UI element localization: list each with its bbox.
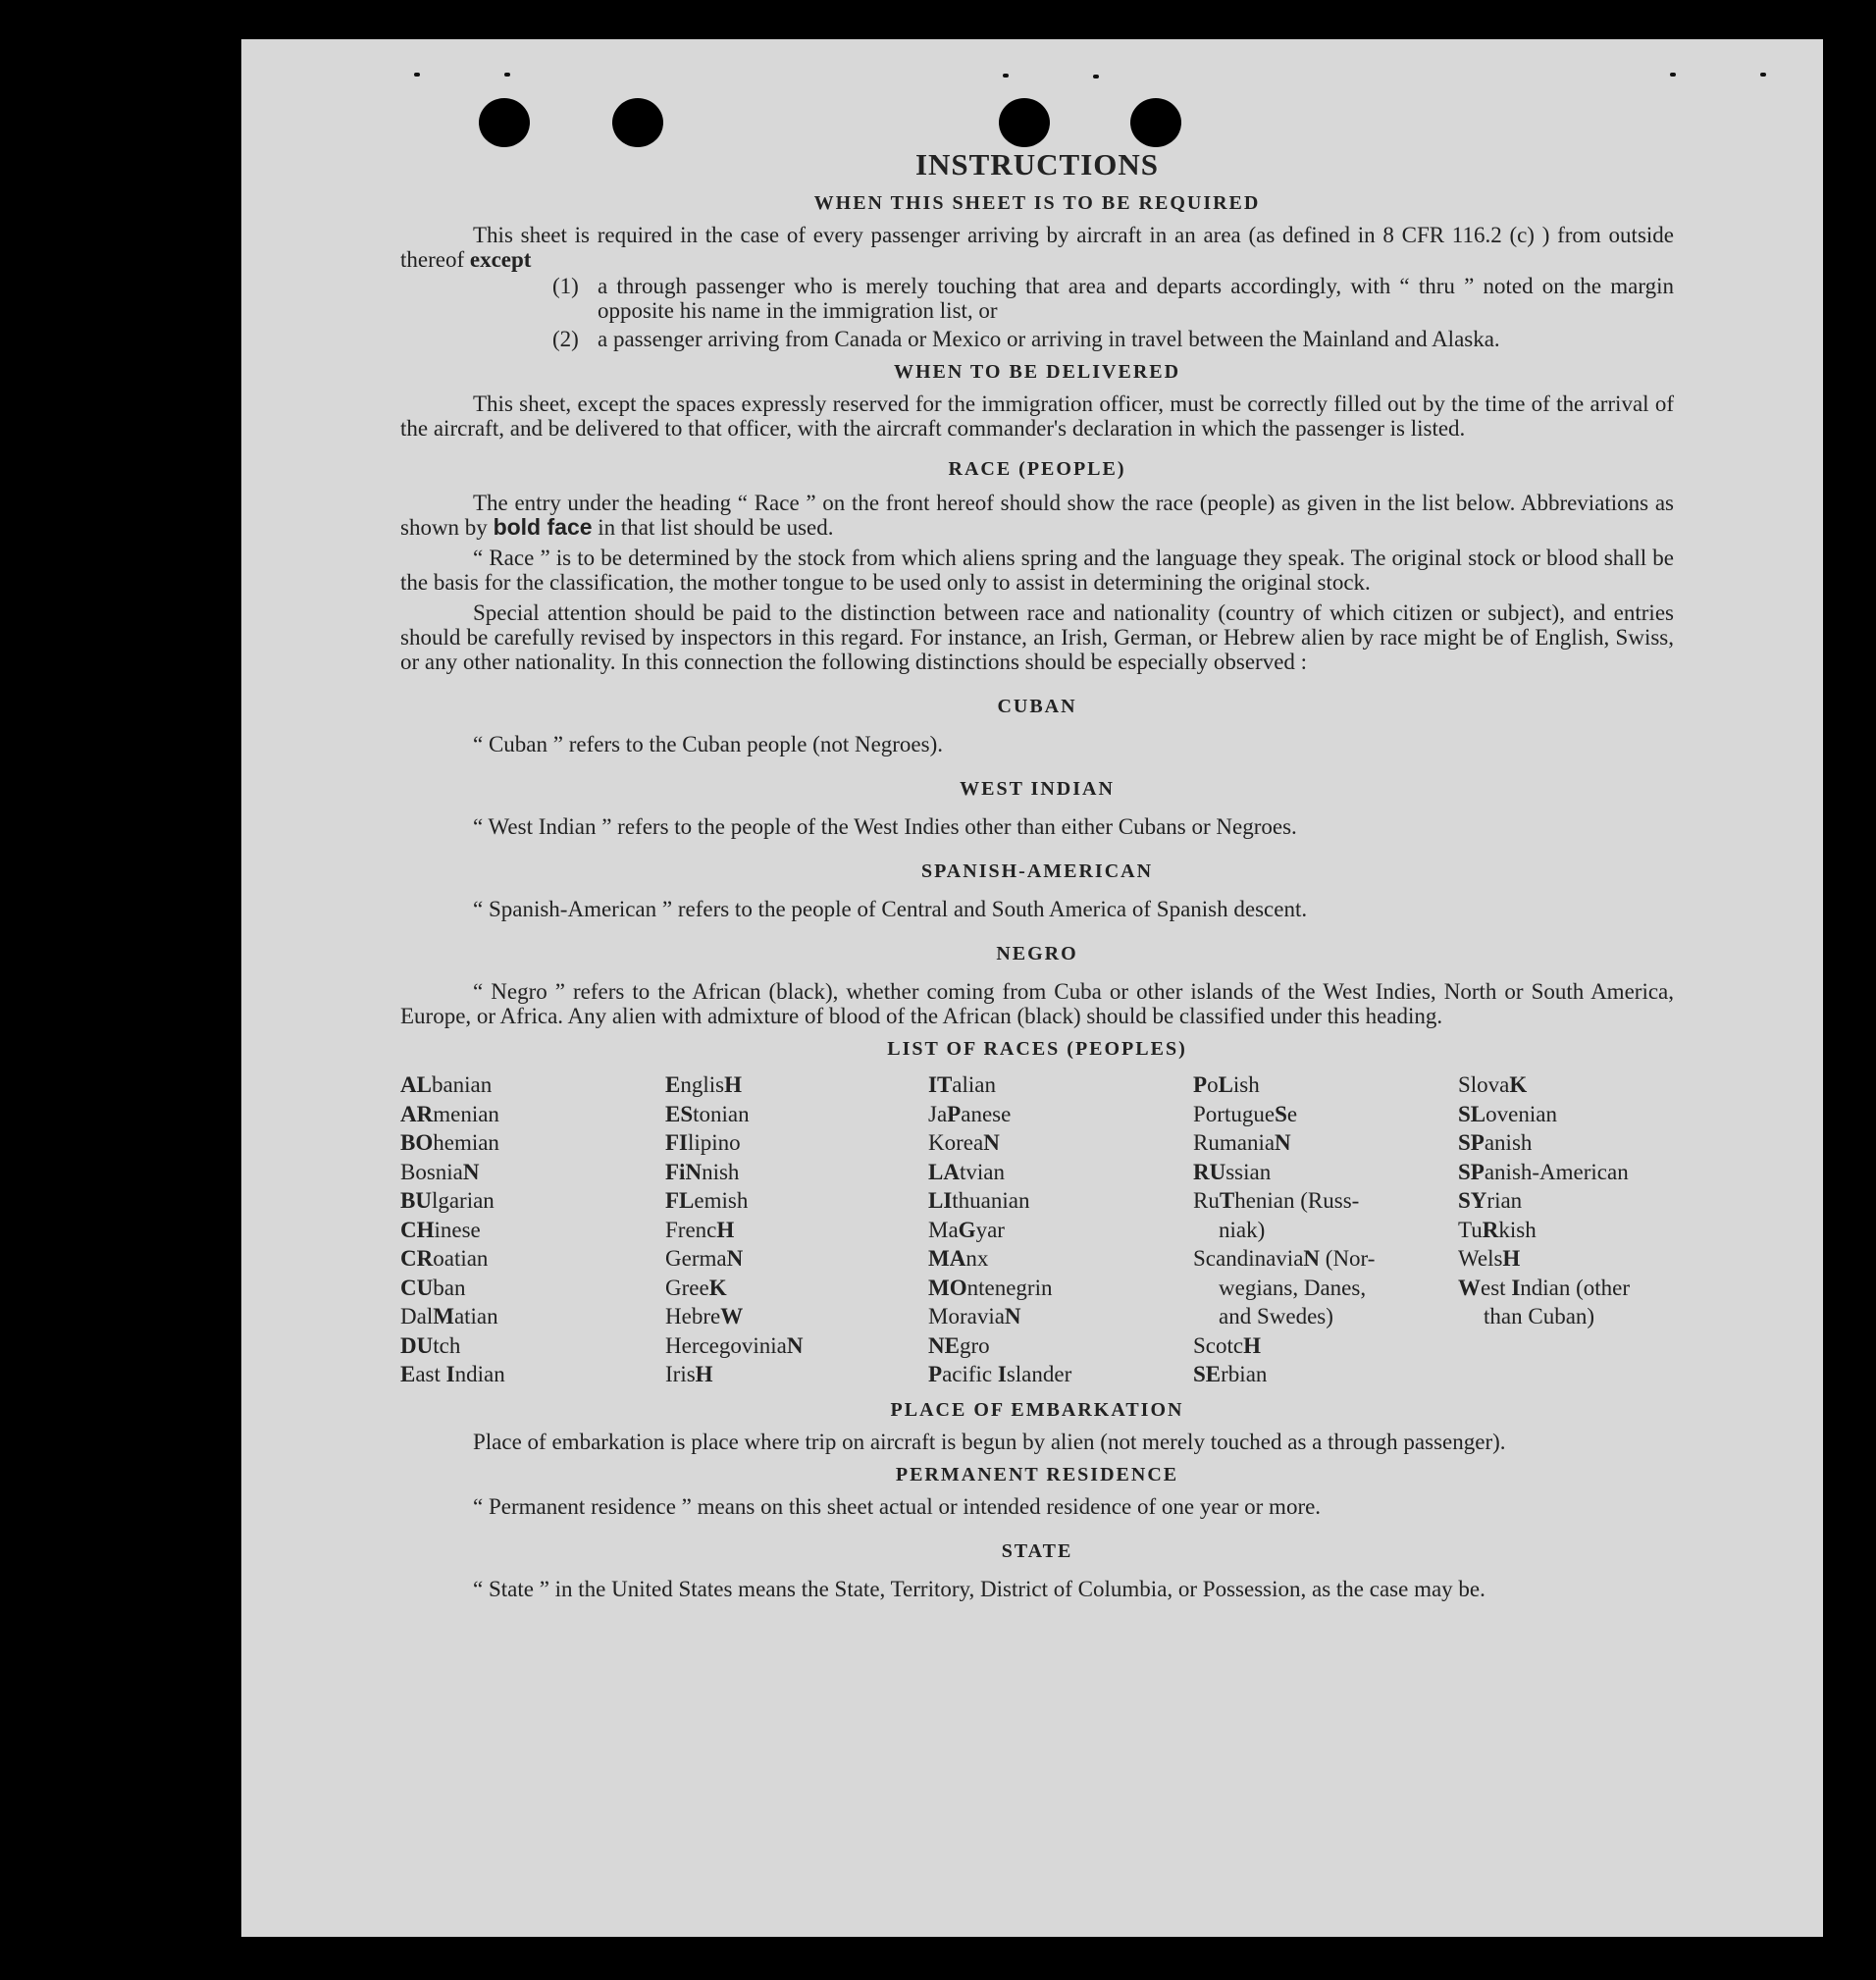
race-entry: East Indian bbox=[400, 1362, 505, 1386]
race-entry: CHinese bbox=[400, 1217, 481, 1242]
race-entry: and Swedes) bbox=[1219, 1304, 1333, 1329]
race-entry: PortugueSe bbox=[1193, 1101, 1298, 1126]
race-entry: ScotcH bbox=[1193, 1332, 1261, 1358]
race-entry: CUban bbox=[400, 1275, 466, 1300]
race-entry: FiNnish bbox=[665, 1159, 740, 1184]
section-heading: RACE (PEOPLE) bbox=[948, 458, 1126, 480]
paragraph: “ Spanish-American ” refers to the people of Central and South America of Spanish descent. bbox=[473, 897, 1308, 921]
speck bbox=[1093, 75, 1099, 78]
paragraph: This sheet is required in the case of every passenger arriving by aircraft in an area (as defined in 8 CFR 116.2 (c) ) from outside thereof except bbox=[400, 223, 1674, 272]
race-entry: BOhemian bbox=[400, 1130, 499, 1155]
speck bbox=[504, 73, 510, 77]
speck bbox=[1003, 74, 1009, 78]
race-entry: SYrian bbox=[1458, 1188, 1523, 1213]
paragraph: Place of embarkation is place where trip on aircraft is begun by alien (not merely touched as a through passenger). bbox=[473, 1429, 1506, 1454]
speck bbox=[1760, 73, 1766, 77]
race-entry: SlovaK bbox=[1458, 1072, 1528, 1097]
section-heading: PERMANENT RESIDENCE bbox=[895, 1463, 1179, 1485]
punch-hole bbox=[1130, 98, 1181, 147]
race-column bbox=[1458, 1070, 1674, 1389]
race-entry: SErbian bbox=[1193, 1362, 1268, 1386]
race-entry: wegians, Danes, bbox=[1219, 1275, 1367, 1300]
list-item: (2) a passenger arriving from Canada or Mexico or arriving in travel between the Mainland and Alaska. bbox=[552, 327, 1500, 351]
race-entry: niak) bbox=[1219, 1217, 1266, 1242]
race-entry: WelsH bbox=[1458, 1246, 1521, 1271]
race-entry: DalMatian bbox=[400, 1304, 498, 1329]
race-entry: HebreW bbox=[665, 1304, 744, 1329]
race-entry: ARmenian bbox=[400, 1101, 499, 1126]
race-entry: NEgro bbox=[928, 1332, 990, 1358]
paragraph: “ Cuban ” refers to the Cuban people (not Negroes). bbox=[473, 732, 944, 756]
paragraph: “ Race ” is to be determined by the stock from which aliens spring and the language they speak. The original stock or blood shall be the basis for the classification, the mother tongue to be used only to assist in determining the original stock. bbox=[400, 546, 1674, 595]
race-entry: RUssian bbox=[1193, 1159, 1272, 1184]
race-entry: BUlgarian bbox=[400, 1188, 495, 1213]
race-entry: RuThenian (Russ- bbox=[1193, 1188, 1360, 1213]
race-entry: GermaN bbox=[665, 1246, 744, 1271]
race-entry: MoraviaN bbox=[928, 1304, 1021, 1329]
document-page bbox=[241, 39, 1823, 1937]
race-column bbox=[400, 1070, 665, 1389]
section-heading: NEGRO bbox=[996, 943, 1078, 964]
race-entry: EStonian bbox=[665, 1101, 750, 1126]
race-entry: SPanish-American bbox=[1458, 1159, 1629, 1184]
race-entry: RumaniaN bbox=[1193, 1130, 1291, 1155]
section-heading: WHEN TO BE DELIVERED bbox=[893, 361, 1181, 383]
section-heading: WEST INDIAN bbox=[960, 778, 1115, 800]
race-entry: DUtch bbox=[400, 1332, 461, 1358]
paragraph: “ Permanent residence ” means on this sheet actual or intended residence of one year or more. bbox=[473, 1493, 1322, 1519]
race-entry: HercegoviniaN bbox=[665, 1332, 804, 1358]
punch-hole bbox=[612, 98, 663, 147]
paragraph: “ Negro ” refers to the African (black), whether coming from Cuba or other islands of the West Indies, North or South America, Europe, or Africa. Any alien with admixture of blood of the African (black) should be classified under this heading. bbox=[400, 979, 1674, 1028]
race-entry: than Cuban) bbox=[1484, 1304, 1595, 1329]
instructions-content bbox=[400, 147, 1674, 1601]
race-entry: SPanish bbox=[1458, 1130, 1533, 1155]
section-heading: WHEN THIS SHEET IS TO BE REQUIRED bbox=[813, 192, 1261, 214]
race-column bbox=[1193, 1070, 1458, 1389]
paragraph: The entry under the heading “ Race ” on the front hereof should show the race (people) as given in the list below. Abbreviations as shown by bold face in that list should be used. bbox=[400, 491, 1674, 540]
race-entry: MAnx bbox=[928, 1246, 989, 1271]
race-entry: BosniaN bbox=[400, 1159, 480, 1184]
race-entry: MOntenegrin bbox=[928, 1275, 1053, 1300]
race-entry: FrencH bbox=[665, 1217, 735, 1242]
section-heading: CUBAN bbox=[997, 696, 1077, 717]
paragraph: “ West Indian ” refers to the people of the West Indies other than either Cubans or Negroes. bbox=[473, 814, 1297, 839]
race-entry: IrisH bbox=[665, 1362, 713, 1386]
race-column bbox=[928, 1070, 1193, 1389]
speck bbox=[414, 73, 420, 77]
race-entry: FLemish bbox=[665, 1188, 749, 1213]
section-heading: SPANISH-AMERICAN bbox=[920, 860, 1154, 882]
race-entry: TuRkish bbox=[1458, 1217, 1537, 1242]
paragraph: Special attention should be paid to the distinction between race and nationality (country of which citizen or subject), and entries should be carefully revised by inspectors in this regard. For instance, an Irish, German, or Hebrew alien by race might be of English, Swiss, or any other nationality. In this connection the following distinctions should be especially observed : bbox=[400, 600, 1674, 674]
race-entry: PoLish bbox=[1193, 1072, 1260, 1097]
race-entry: SLovenian bbox=[1458, 1101, 1557, 1126]
race-entry: West Indian (other bbox=[1458, 1275, 1631, 1300]
punch-hole bbox=[479, 98, 530, 147]
race-entry: FIlipino bbox=[665, 1130, 741, 1155]
race-entry: KoreaN bbox=[928, 1130, 1000, 1155]
race-entry: ITalian bbox=[928, 1072, 996, 1097]
race-entry: LIthuanian bbox=[928, 1188, 1030, 1213]
race-entry: ScandinaviaN (Nor- bbox=[1193, 1246, 1376, 1271]
speck bbox=[1670, 73, 1676, 77]
race-entry: LAtvian bbox=[928, 1159, 1005, 1184]
page-title: INSTRUCTIONS bbox=[914, 147, 1159, 182]
race-column bbox=[665, 1070, 928, 1389]
race-entry: JaPanese bbox=[928, 1101, 1012, 1126]
race-entry: EnglisH bbox=[665, 1072, 742, 1097]
paragraph: This sheet, except the spaces expressly reserved for the immigration officer, must be correctly filled out by the time of the arrival of the aircraft, and be delivered to that officer, with the aircraft commander's declaration in which the passenger is listed. bbox=[400, 391, 1674, 441]
race-entry: MaGyar bbox=[928, 1217, 1005, 1242]
race-entry: ALbanian bbox=[400, 1072, 493, 1097]
race-entry: CRoatian bbox=[400, 1246, 489, 1271]
race-entry: GreeK bbox=[665, 1275, 727, 1300]
section-heading: LIST OF RACES (PEOPLES) bbox=[887, 1038, 1187, 1060]
paragraph: “ State ” in the United States means the State, Territory, District of Columbia, or Possession, as the case may be. bbox=[473, 1576, 1485, 1601]
race-list bbox=[400, 1070, 1674, 1389]
race-entry: Pacific Islander bbox=[928, 1362, 1072, 1386]
punch-hole bbox=[999, 98, 1050, 147]
section-heading: STATE bbox=[1001, 1539, 1073, 1562]
section-heading: PLACE OF EMBARKATION bbox=[890, 1398, 1184, 1421]
list-item: (1) a through passenger who is merely touching that area and departs accordingly, with “ thru ” noted on the margin opposite his name in the immigration list, or bbox=[552, 274, 1674, 323]
